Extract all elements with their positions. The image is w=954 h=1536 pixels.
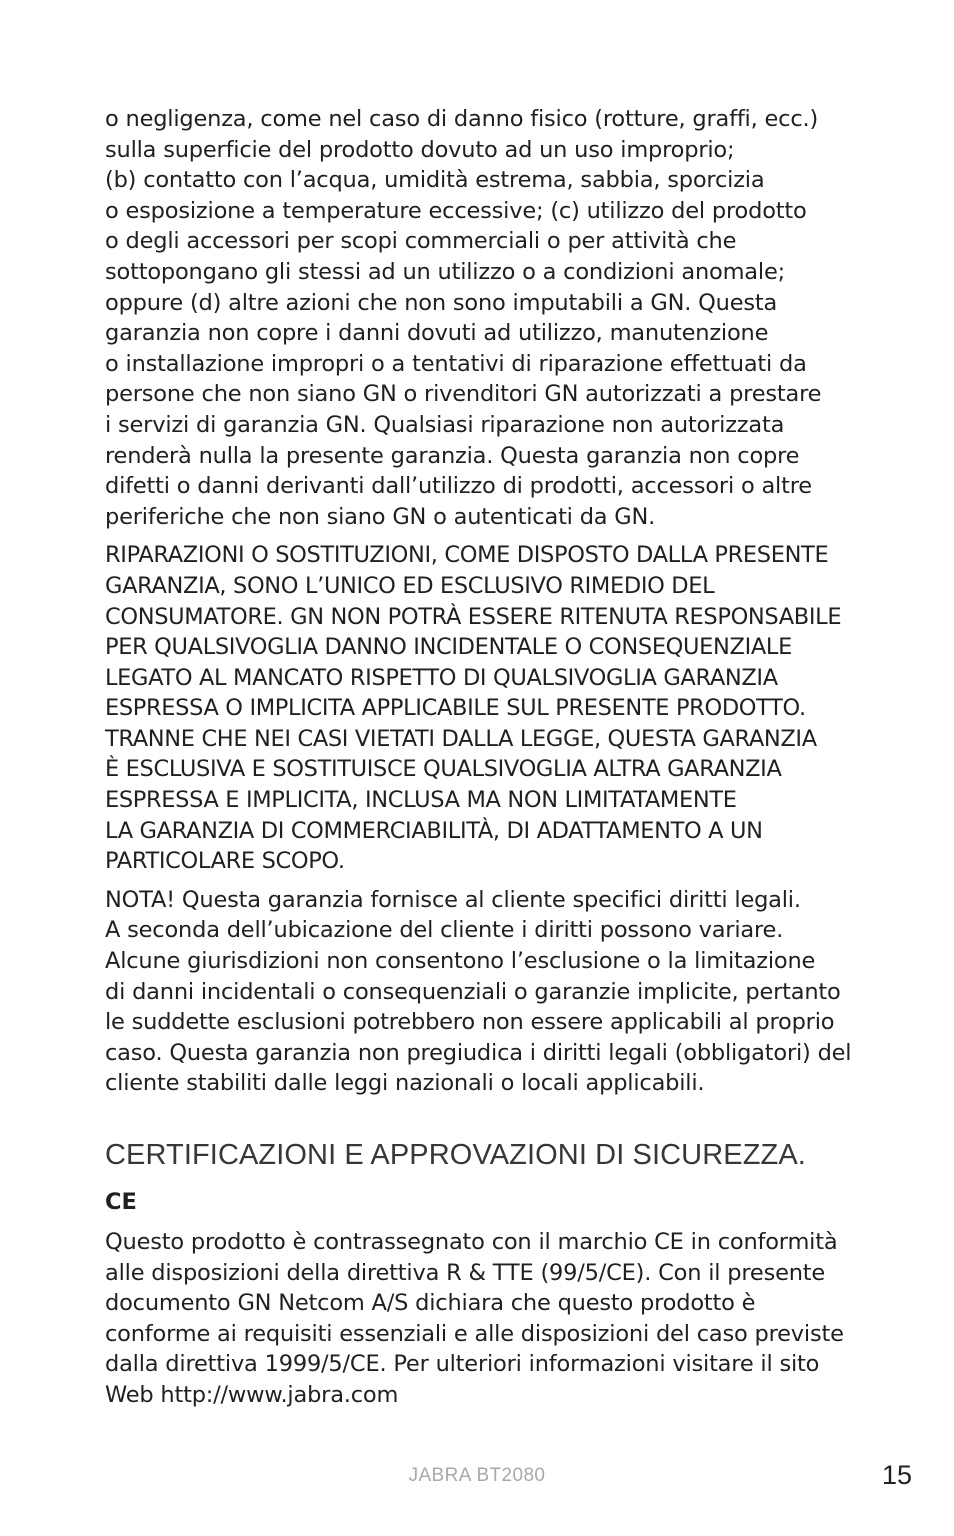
exclusive-remedy-paragraph (105, 540, 865, 877)
text-line: periferiche che non siano GN o autenticati da GN. (105, 503, 656, 530)
text-line: dalla direttiva 1999/5/CE. Per ulteriori informazioni visitare il sito (105, 1351, 820, 1378)
text-line: Web http://www.jabra.com (105, 1381, 399, 1408)
text-line: È ESCLUSIVA E SOSTITUISCE QUALSIVOGLIA ALTRA GARANZIA (105, 756, 782, 783)
text-line: alle disposizioni della direttiva R & TTE (99/5/CE). Con il presente (105, 1259, 826, 1286)
text-line: CONSUMATORE. GN NON POTRÀ ESSERE RITENUTA RESPONSABILE (105, 603, 842, 630)
text-line: difetti o danni derivanti dall’utilizzo di prodotti, accessori o altre (105, 473, 812, 500)
text-line: o installazione impropri o a tentativi di riparazione effettuati da (105, 350, 807, 377)
text-line: RIPARAZIONI O SOSTITUZIONI, COME DISPOSTO DALLA PRESENTE (105, 542, 829, 569)
text-line: ESPRESSA O IMPLICITA APPLICABILE SUL PRESENTE PRODOTTO. (105, 695, 806, 722)
text-line: o negligenza, come nel caso di danno fisico (rotture, graffi, ecc.) (105, 106, 819, 132)
text-line: LA GARANZIA DI COMMERCIABILITÀ, DI ADATTAMENTO A UN (105, 817, 763, 844)
text-line: di danni incidentali o consequenziali o garanzie implicite, pertanto (105, 978, 841, 1005)
text-line: Alcune giurisdizioni non consentono l’esclusione o la limitazione (105, 948, 816, 975)
text-line: PARTICOLARE SCOPO. (105, 848, 345, 875)
text-line: cliente stabiliti dalle leggi nazionali o locali applicabili. (105, 1070, 705, 1097)
ce-subheading: CE (105, 1189, 137, 1215)
section-heading: CERTIFICAZIONI E APPROVAZIONI DI SICUREZZA. (105, 1139, 806, 1171)
text-line: le suddette esclusioni potrebbero non essere applicabili al proprio (105, 1009, 835, 1036)
text-line: TRANNE CHE NEI CASI VIETATI DALLA LEGGE, QUESTA GARANZIA (105, 725, 817, 752)
text-line: NOTA! Questa garanzia fornisce al cliente specifici diritti legali. (105, 886, 801, 913)
text-line: renderà nulla la presente garanzia. Questa garanzia non copre (105, 442, 800, 469)
text-line: LEGATO AL MANCATO RISPETTO DI QUALSIVOGLIA GARANZIA (105, 664, 778, 691)
page-number: 15 (881, 1460, 912, 1490)
note-paragraph (105, 885, 865, 1099)
text-line: persone che non siano GN o rivenditori GN autorizzati a prestare (105, 381, 822, 408)
text-line: oppure (d) altre azioni che non sono imputabili a GN. Questa (105, 289, 778, 316)
text-line: GARANZIA, SONO L’UNICO ED ESCLUSIVO RIMEDIO DEL (105, 572, 715, 599)
text-line: o esposizione a temperature eccessive; (c) utilizzo del prodotto (105, 197, 807, 224)
text-line: documento GN Netcom A/S dichiara che questo prodotto è (105, 1290, 756, 1317)
text-line: i servizi di garanzia GN. Qualsiasi riparazione non autorizzata (105, 411, 785, 438)
text-line: conforme ai requisiti essenziali e alle disposizioni del caso previste (105, 1320, 844, 1347)
text-line: Questo prodotto è contrassegnato con il marchio CE in conformità (105, 1229, 838, 1255)
page-content (105, 104, 865, 1419)
warranty-exclusions-paragraph (105, 104, 865, 532)
text-line: (b) contatto con l’acqua, umidità estrema, sabbia, sporcizia (105, 167, 765, 194)
footer-brand: JABRA BT2080 (408, 1465, 546, 1486)
text-line: sottopongano gli stessi ad un utilizzo o a condizioni anomale; (105, 258, 785, 285)
text-line: A seconda dell’ubicazione del cliente i diritti possono variare. (105, 917, 784, 944)
text-line: sulla superficie del prodotto dovuto ad un uso improprio; (105, 136, 735, 163)
text-line: caso. Questa garanzia non pregiudica i diritti legali (obbligatori) del (105, 1039, 852, 1066)
text-line: o degli accessori per scopi commerciali o per attività che (105, 228, 737, 255)
text-line: ESPRESSA E IMPLICITA, INCLUSA MA NON LIMITATAMENTE (105, 787, 737, 814)
ce-paragraph (105, 1227, 865, 1411)
text-line: garanzia non copre i danni dovuti ad utilizzo, manutenzione (105, 320, 769, 347)
text-line: PER QUALSIVOGLIA DANNO INCIDENTALE O CONSEQUENZIALE (105, 634, 792, 661)
